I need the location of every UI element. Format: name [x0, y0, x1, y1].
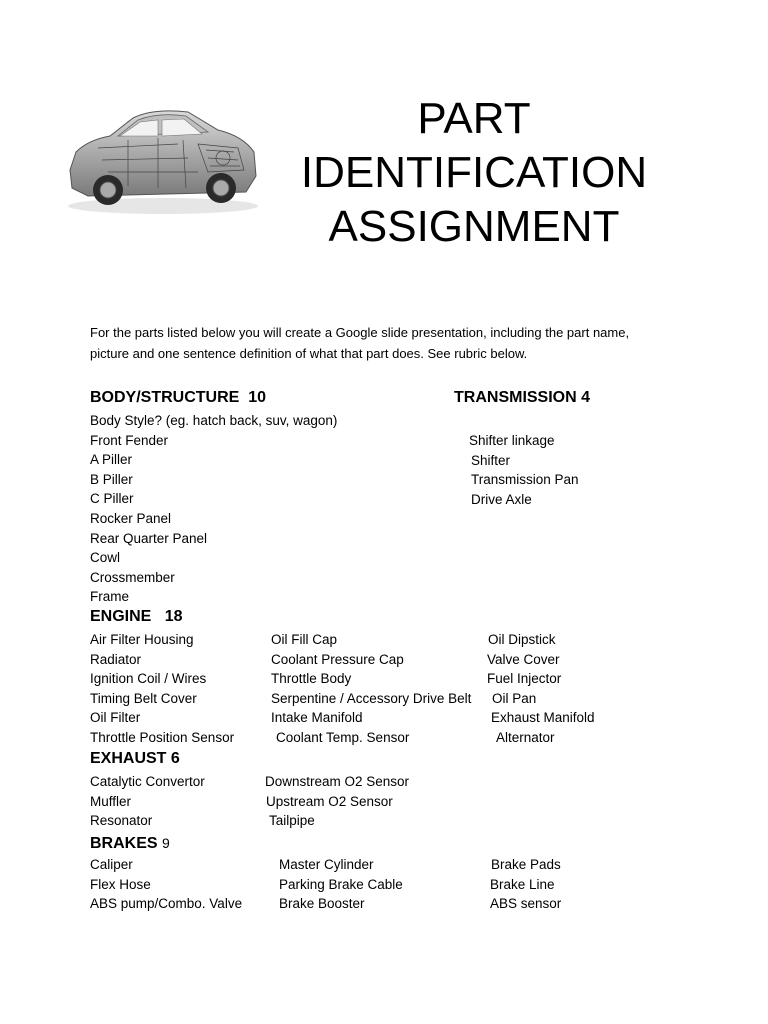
list-item: Muffler	[90, 793, 132, 809]
car-illustration-icon	[58, 100, 263, 220]
section-count: 9	[162, 835, 170, 851]
list-item: Tailpipe	[269, 813, 315, 829]
list-item: Rocker Panel	[90, 510, 172, 526]
title-line: IDENTIFICATION	[300, 148, 648, 197]
section-count: 10	[248, 389, 267, 406]
list-item: Brake Line	[490, 876, 555, 892]
list-item: Caliper	[90, 857, 133, 872]
section-title: TRANSMISSION	[454, 389, 577, 406]
section-title: ENGINE	[90, 608, 152, 625]
list-item: Shifter linkage	[469, 433, 555, 448]
engine-column-2	[271, 630, 471, 748]
list-item: Oil Fill Cap	[271, 632, 338, 647]
list-item: ABS pump/Combo. Valve	[90, 896, 243, 912]
engine-header	[90, 608, 182, 626]
section-title: BODY/STRUCTURE	[90, 389, 240, 406]
list-item: Frame	[90, 589, 130, 605]
section-count: 4	[581, 389, 591, 406]
section-count: 6	[170, 750, 180, 767]
title-line: ASSIGNMENT	[328, 202, 620, 251]
list-item: Radiator	[90, 651, 142, 667]
list-item: Valve Cover	[487, 651, 560, 667]
list-item: Crossmember	[90, 569, 175, 585]
list-item: Coolant Pressure Cap	[271, 651, 404, 667]
list-item: Oil Pan	[492, 690, 537, 706]
list-item: Air Filter Housing	[90, 632, 194, 647]
page-title	[290, 92, 658, 254]
list-item: Oil Filter	[90, 710, 141, 726]
list-item: Timing Belt Cover	[90, 690, 197, 706]
list-item: Body Style? (eg. hatch back, suv, wagon)	[90, 413, 338, 428]
exhaust-column-1	[90, 772, 205, 831]
brakes-column-3	[490, 855, 561, 914]
transmission-list	[469, 431, 579, 509]
transmission-header	[454, 389, 590, 407]
list-item: Front Fender	[90, 432, 169, 448]
list-item: Alternator	[496, 729, 555, 745]
list-item: Resonator	[90, 813, 153, 829]
list-item: C Piller	[90, 491, 134, 507]
list-item: Transmission Pan	[471, 472, 579, 488]
list-item: B Piller	[90, 471, 133, 487]
section-title: BRAKES	[90, 835, 158, 852]
instructions-line: picture and one sentence definition of what that part does. See rubric below.	[90, 346, 528, 361]
exhaust-column-2	[265, 772, 409, 831]
list-item: ABS sensor	[490, 896, 562, 912]
list-item: Brake Pads	[491, 857, 561, 872]
list-item: Rear Quarter Panel	[90, 530, 208, 546]
list-item: Drive Axle	[471, 491, 532, 507]
list-item: Oil Dipstick	[488, 632, 556, 647]
list-item: Master Cylinder	[279, 857, 374, 872]
brakes-header	[90, 835, 170, 853]
list-item: Exhaust Manifold	[491, 710, 595, 726]
list-item: Upstream O2 Sensor	[266, 793, 393, 809]
instructions-paragraph	[90, 322, 690, 364]
list-item: Fuel Injector	[487, 671, 562, 687]
title-line: PART	[417, 94, 531, 143]
list-item: Downstream O2 Sensor	[265, 774, 410, 789]
body-structure-header	[90, 389, 266, 407]
brakes-column-1	[90, 855, 242, 914]
list-item: Intake Manifold	[271, 710, 363, 726]
list-item: Parking Brake Cable	[279, 876, 403, 892]
body-structure-list	[90, 411, 337, 607]
section-title: EXHAUST	[90, 750, 167, 767]
list-item: Shifter	[471, 452, 511, 468]
list-item: Catalytic Convertor	[90, 774, 205, 789]
engine-column-1	[90, 630, 234, 748]
instructions-line: For the parts listed below you will create a Google slide presentation, including the part name,	[90, 325, 630, 340]
list-item: Cowl	[90, 550, 121, 566]
engine-column-3	[487, 630, 595, 748]
brakes-column-2	[279, 855, 403, 914]
list-item: Serpentine / Accessory Drive Belt	[271, 690, 472, 706]
list-item: Coolant Temp. Sensor	[276, 729, 410, 745]
list-item: A Piller	[90, 452, 133, 468]
list-item: Ignition Coil / Wires	[90, 671, 207, 687]
list-item: Brake Booster	[279, 896, 365, 912]
section-count: 18	[164, 608, 183, 625]
list-item: Throttle Body	[271, 671, 352, 687]
list-item: Throttle Position Sensor	[90, 729, 235, 745]
exhaust-header	[90, 750, 180, 768]
car-cutaway-image	[58, 100, 263, 220]
list-item: Flex Hose	[90, 876, 151, 892]
